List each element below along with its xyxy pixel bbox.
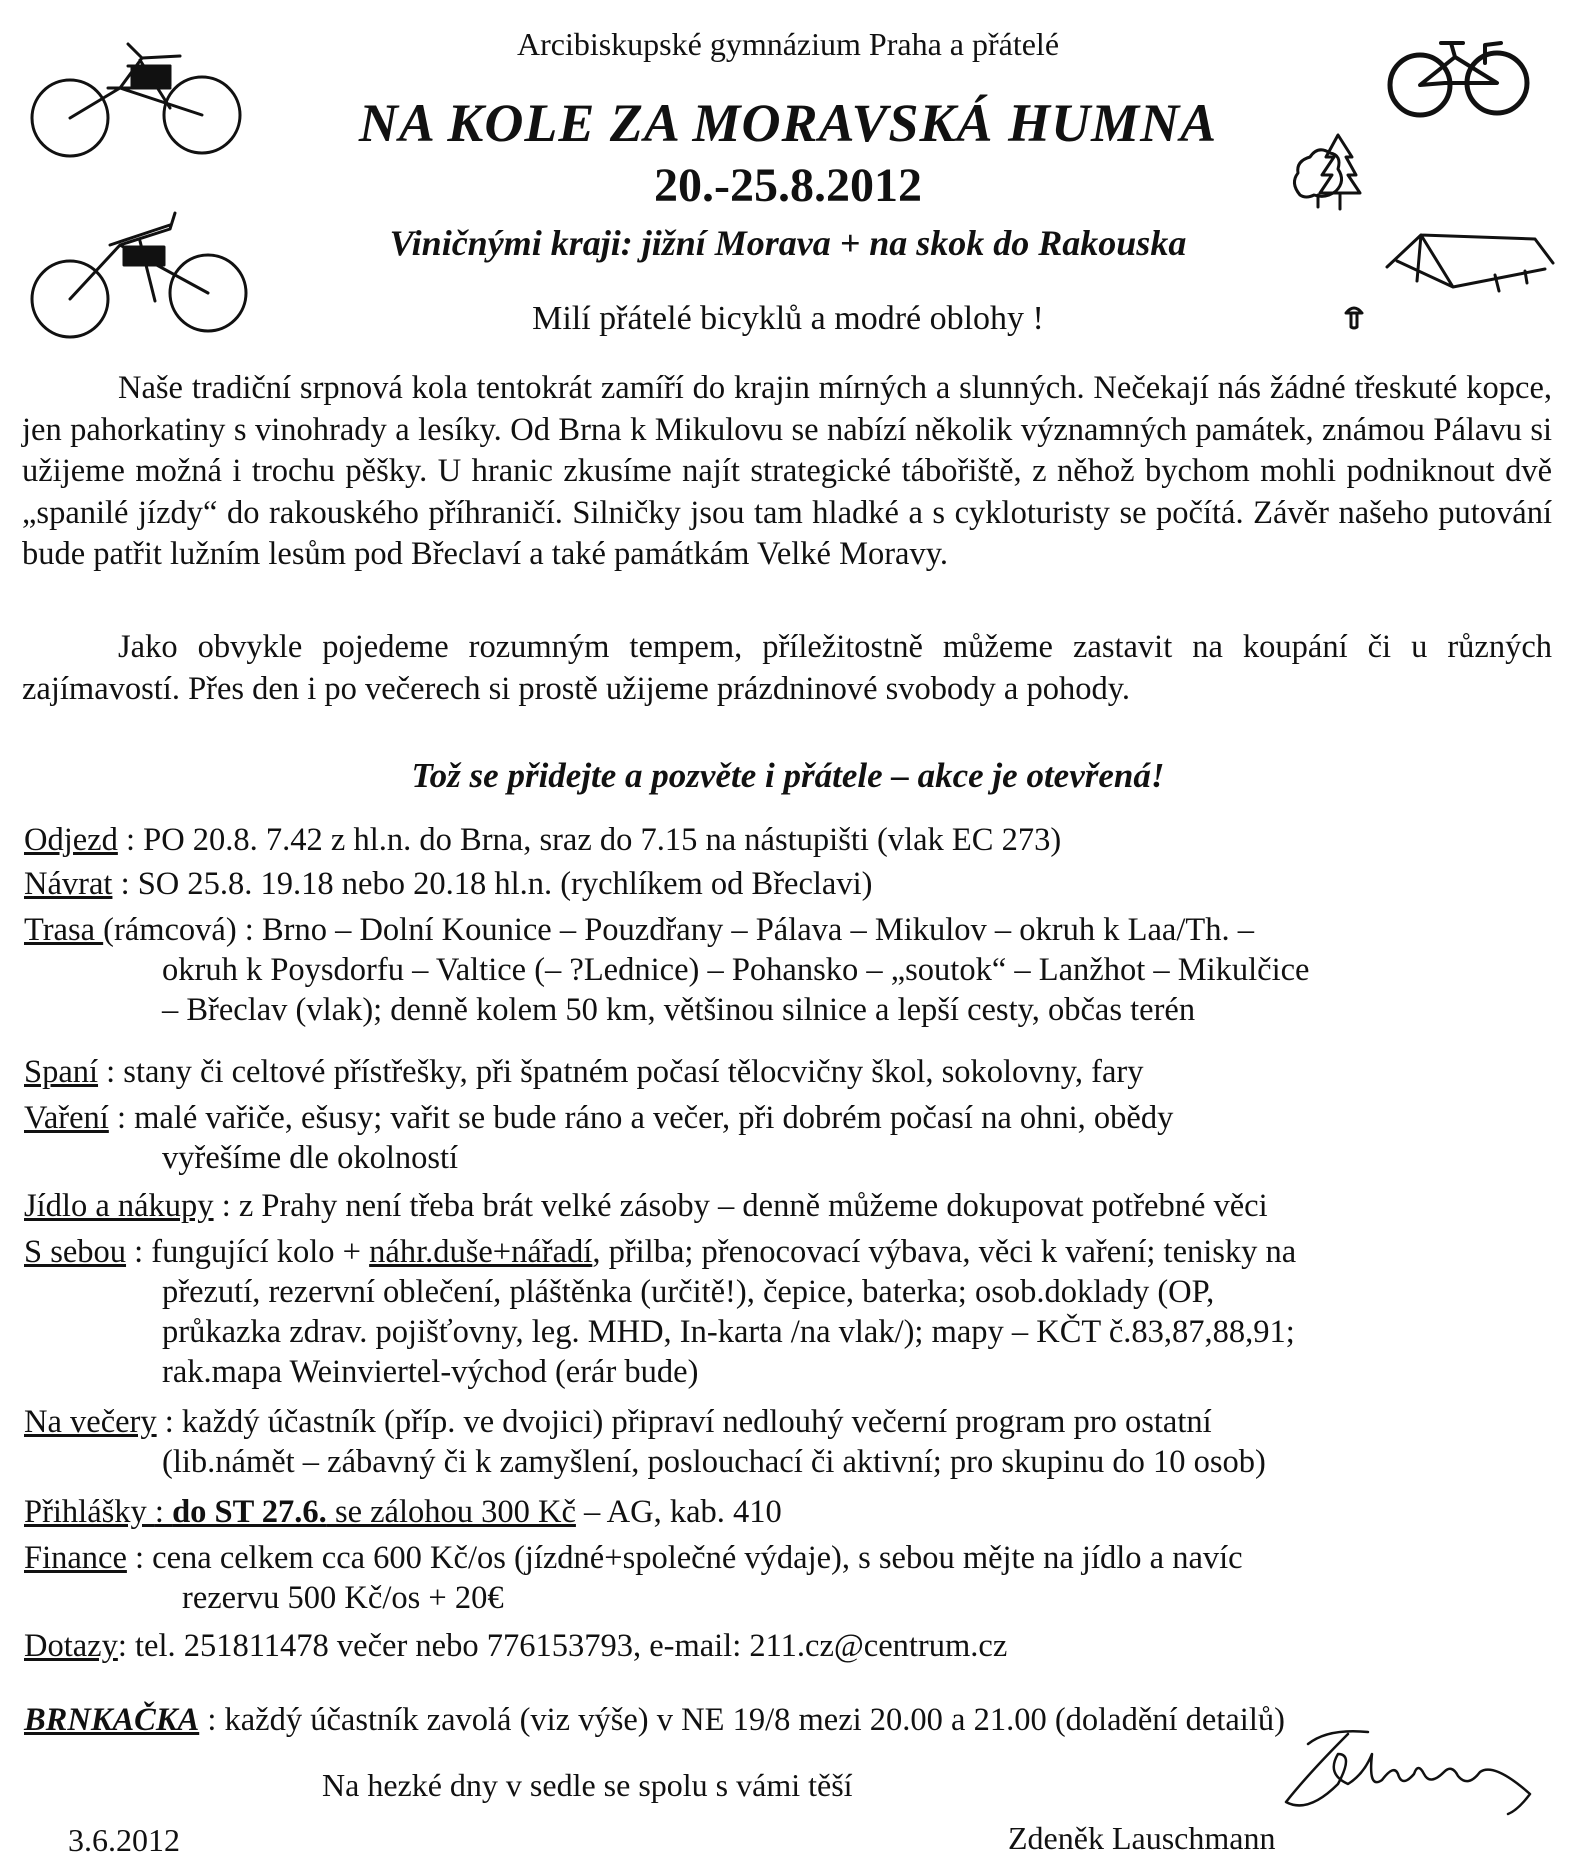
section-vecery (24, 1402, 1554, 1482)
section-key: Vaření (24, 1100, 109, 1136)
document-date: 3.6.2012 (68, 1822, 180, 1858)
section-sebou (24, 1232, 1554, 1392)
section-text-underlined: náhr.duše+nářadí (369, 1234, 593, 1270)
section-text: : každý účastník (příp. ve dvojici) připraví nedlouhý večerní program pro ostatní (156, 1404, 1212, 1440)
section-text: : fungující kolo + (126, 1234, 370, 1270)
section-text: (rámcová) : Brno – Dolní Kounice – Pouzdřany – Pálava – Mikulov – okruh k Laa/Th. – (103, 912, 1254, 948)
section-navrat (24, 864, 1554, 904)
section-finance (24, 1538, 1554, 1618)
section-key: Finance (24, 1540, 127, 1576)
section-key: Odjezd (24, 822, 118, 858)
section-text: : každý účastník zavolá (viz výše) v NE 19/8 mezi 20.00 a 21.00 (doladění detailů) (199, 1702, 1285, 1738)
section-text-bold: do ST 27.6. (172, 1494, 327, 1530)
section-key: S sebou (24, 1234, 127, 1270)
section-text: : malé vařiče, ešusy; vařit se bude ráno a večer, při dobrém počasí na ohni, obědy (108, 1100, 1174, 1136)
page-title: NA KOLE ZA MORAVSKÁ HUMNA (358, 93, 1218, 153)
section-key: Na večery (24, 1404, 157, 1440)
section-text: : stany či celtové přístřešky, při špatném počasí tělocvičny škol, sokolovny, fary (98, 1054, 1144, 1090)
section-cont: vyřešíme dle okolností (162, 1140, 459, 1176)
pace-paragraph: Jako obvykle pojedeme rozumným tempem, příležitostně můžeme zastavit na koupání či u různých zajímavostí. Přes den i po večerech si prostě užijeme prázdninové svobody a pohody. (22, 629, 1552, 707)
section-vareni (24, 1098, 1554, 1178)
section-cont: okruh k Poysdorfu – Valtice (– ?Lednice) – Pohansko – „soutok“ – Lanžhot – Mikulčice (162, 952, 1310, 988)
section-dotazy (24, 1626, 1554, 1666)
section-text: : PO 20.8. 7.42 z hl.n. do Brna, sraz do 7.15 na nástupišti (vlak EC 273) (117, 822, 1062, 858)
subtitle: Viničnými kraji: jižní Morava + na skok do Rakouska (389, 223, 1187, 263)
section-cont: rak.mapa Weinviertel-východ (erár bude) (162, 1354, 699, 1390)
section-cont: (lib.námět – zábavný či k zamyšlení, poslouchací či aktivní; pro skupinu do 10 osob) (162, 1444, 1266, 1480)
signature (1268, 1714, 1538, 1824)
slogan: Tož se přidejte a pozvěte i přátele – akce je otevřená! (411, 756, 1165, 795)
closing-line: Na hezké dny v sedle se spolu s vámi těší (322, 1767, 853, 1803)
section-odjezd (24, 820, 1554, 860)
section-key: BRNKAČKA (24, 1702, 200, 1738)
section-trasa (24, 910, 1554, 1030)
author-name: Zdeněk Lauschmann (1008, 1820, 1276, 1856)
section-text-underlined: se zálohou 300 Kč (326, 1494, 576, 1530)
section-prihlasky (24, 1492, 1554, 1532)
section-text: : cena celkem cca 600 Kč/os (jízdné+společné výdaje), s sebou mějte na jídlo a navíc (126, 1540, 1243, 1576)
section-key: Přihlášky (24, 1494, 155, 1530)
section-text: , přilba; přenocovací výbava, věci k vaření; tenisky na (592, 1234, 1297, 1270)
section-text: : SO 25.8. 19.18 nebo 20.18 hl.n. (rychlíkem od Břeclavi) (112, 866, 873, 902)
organizer: Arcibiskupské gymnázium Praha a přátelé (516, 26, 1060, 62)
section-key: Spaní (24, 1054, 99, 1090)
section-jidlo (24, 1186, 1554, 1226)
section-cont: rezervu 500 Kč/os + 20€ (182, 1580, 504, 1616)
section-text: : z Prahy není třeba brát velké zásoby – denně můžeme dokupovat potřebné věci (213, 1188, 1268, 1224)
section-cont: přezutí, rezervní oblečení, pláštěnka (určitě!), čepice, baterka; osob.doklady (OP, (162, 1274, 1215, 1310)
section-key: Jídlo a nákupy (24, 1188, 214, 1224)
event-dates: 20.-25.8.2012 (654, 159, 922, 212)
section-key: Trasa (24, 912, 104, 948)
section-key: Návrat (24, 866, 113, 902)
greeting: Milí přátelé bicyklů a modré oblohy ! (532, 300, 1044, 337)
intro-paragraph: Naše tradiční srpnová kola tentokrát zamíří do krajin mírných a slunných. Nečekají nás žádné třeskuté kopce, jen pahorkatiny s vinohrady a lesíky. Od Brna k Mikulovu se nabízí několik významných památek, známou Pálavu si užijeme možná i trochu pěšky. U hranic zkusíme najít strategické tábořiště, z něhož bychom mohli podniknout dvě „spanilé jízdy“ do rakouského příhraničí. Silničky jsou tam hladké a s cykloturisty se počítá. Závěr našeho putování bude patřit lužním lesům pod Břeclaví a také památkám Velké Moravy. (22, 370, 1552, 572)
section-cont: – Břeclav (vlak); denně kolem 50 km, většinou silnice a lepší cesty, občas terén (162, 992, 1196, 1028)
section-spani (24, 1052, 1554, 1092)
section-text: : tel. 251811478 večer nebo 776153793, e-mail: 211.cz@centrum.cz (117, 1628, 1008, 1664)
section-text: : (154, 1494, 173, 1530)
section-cont: průkazka zdrav. pojišťovny, leg. MHD, In-karta /na vlak/); mapy – KČT č.83,87,88,91; (162, 1314, 1295, 1350)
section-key: Dotazy (24, 1628, 118, 1664)
section-text: – AG, kab. 410 (575, 1494, 782, 1530)
